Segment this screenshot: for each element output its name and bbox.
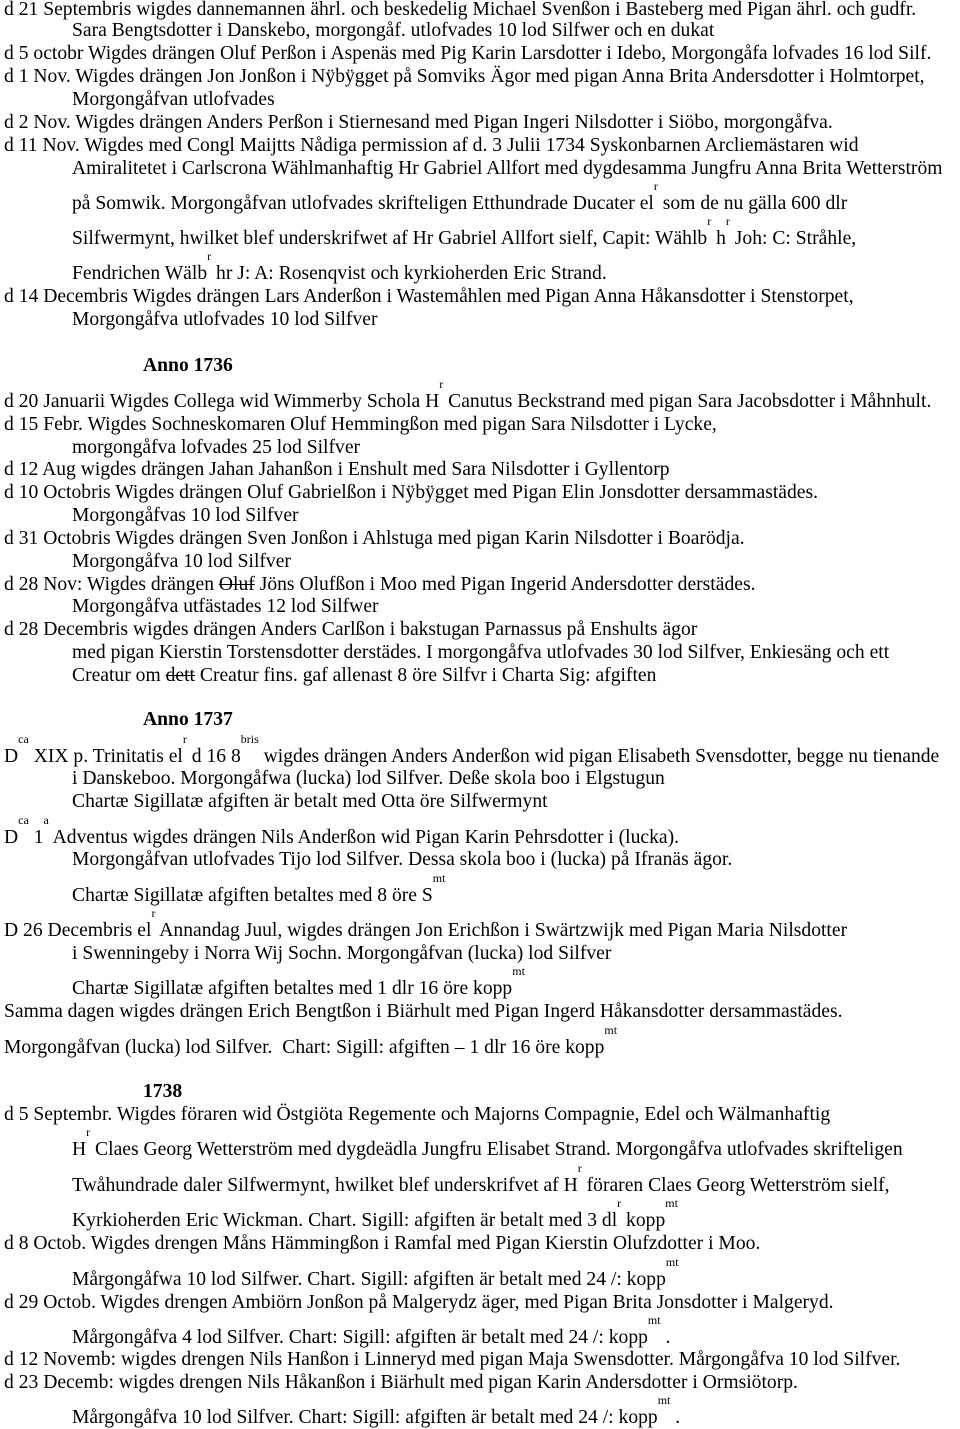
register-line: Morgongåfvan utlofvades bbox=[72, 89, 275, 110]
register-line bbox=[72, 1161, 890, 1197]
line-text: d 28 Nov: Wigdes drängen bbox=[4, 574, 219, 595]
register-line: d 31 Octobris Wigdes drängen Sven Jonßon i Ahlstuga med pigan Karin Nilsdotter i Boarödja. bbox=[4, 528, 745, 549]
line-text: h bbox=[711, 228, 726, 249]
line-text: d 16 8 bbox=[186, 746, 241, 767]
line-text: Adventus wigdes drängen Nils Anderßon wid Pigan Karin Pehrsdotter i (lucka). bbox=[48, 827, 680, 848]
year-heading: 1738 bbox=[143, 1081, 183, 1102]
register-line: d 15 Febr. Wigdes Sochneskomaren Oluf Hemmingßon med pigan Sara Nilsdotter i Lycke, bbox=[4, 414, 717, 435]
register-line bbox=[72, 249, 607, 285]
line-text: Creatur fins. gaf allenast 8 öre Silfvr i Charta Sig: afgiften bbox=[194, 665, 657, 686]
superscript-abbreviation: ca bbox=[18, 813, 29, 827]
register-line: d 5 Septembr. Wigdes föraren wid Östgiöta Regemente och Majorns Compagnie, Edel och Wälmanhaftig bbox=[4, 1104, 831, 1125]
register-line bbox=[72, 1393, 681, 1429]
struck-text: Oluf bbox=[218, 574, 255, 595]
register-line: d 28 Decembris wigdes drängen Anders Carlßon i bakstugan Parnassus på Enshults ägor bbox=[4, 619, 698, 640]
superscript-abbreviation: r bbox=[182, 732, 187, 746]
line-text: Mårgongåfva 4 lod Silfver. Chart: Sigill: afgiften är betalt med 24 /: kopp bbox=[72, 1327, 648, 1348]
line-text: Fendrichen Wälb bbox=[72, 263, 208, 284]
register-line bbox=[4, 575, 755, 595]
superscript-abbreviation: r bbox=[617, 1196, 622, 1210]
register-line: d 8 Octob. Wigdes drengen Måns Hämmingßon i Ramfal med Pigan Kierstin Olufzdotter i Moo. bbox=[4, 1233, 761, 1254]
register-line: Morgongåfvan utlofvades Tijo lod Silfver. Dessa skola boo i (lucka) på Ifranäs ägor. bbox=[72, 849, 733, 870]
register-line: d 14 Decembris Wigdes drängen Lars Anderßon i Wastemåhlen med Pigan Anna Håkansdotter i Stenstorpet, bbox=[4, 286, 854, 307]
line-text: Canutus Beckstrand med pigan Sara Jacobsdotter i Måhnhult. bbox=[443, 391, 932, 412]
register-line bbox=[72, 214, 857, 250]
line-text: Claes Georg Wetterström med dygdeädla Jungfru Elisabet Strand. Morgongåfva utlofvades skrifteligen bbox=[90, 1139, 903, 1160]
line-text: föraren Claes Georg Wetterström sielf, bbox=[581, 1175, 890, 1196]
superscript-abbreviation: ca bbox=[18, 732, 29, 746]
line-text: Joh: C: Stråhle, bbox=[729, 228, 857, 249]
superscript-abbreviation: r bbox=[207, 249, 212, 263]
register-line: Sara Bengtsdotter i Danskebo, morgongåf. utlofvades 10 lod Silfwer och en dukat bbox=[72, 20, 715, 41]
line-text: som de nu gälla 600 dlr bbox=[657, 193, 848, 214]
register-line bbox=[4, 906, 848, 942]
register-line: Morgongåfvas 10 lod Silfver bbox=[72, 505, 299, 526]
line-text: hr J: A: Rosenqvist och kyrkioherden Eric Strand. bbox=[211, 263, 607, 284]
register-line bbox=[72, 1313, 671, 1349]
superscript-abbreviation: mt bbox=[604, 1023, 618, 1037]
line-text: Kyrkioherden Eric Wickman. Chart. Sigill: afgiften är betalt med 3 dl bbox=[72, 1210, 618, 1231]
superscript-abbreviation: r bbox=[653, 179, 658, 193]
register-line bbox=[4, 813, 680, 849]
register-line bbox=[72, 666, 656, 686]
superscript-abbreviation: mt bbox=[512, 964, 525, 978]
register-line bbox=[4, 732, 940, 768]
line-text: Jöns Olufßon i Moo med Pigan Ingerid Andersdotter derstädes. bbox=[254, 574, 756, 595]
register-line: d 12 Aug wigdes drängen Jahan Jahanßon i Enshult med Sara Nilsdotter i Gyllentorp bbox=[4, 459, 670, 480]
line-text: Mårgongåfva 10 lod Silfver. Chart: Sigill: afgiften är betalt med 24 /: kopp bbox=[72, 1407, 658, 1428]
struck-text: dett bbox=[165, 665, 195, 686]
line-text: Creatur om bbox=[72, 665, 166, 686]
superscript-abbreviation: r bbox=[707, 214, 712, 228]
superscript-abbreviation: mt bbox=[647, 1313, 661, 1327]
line-text: Chartæ Sigillatæ afgiften betaltes med 1 dlr 16 öre kopp bbox=[72, 978, 513, 999]
register-line bbox=[72, 1196, 678, 1232]
line-text: . bbox=[670, 1407, 681, 1428]
year-heading: Anno 1737 bbox=[143, 709, 233, 730]
register-line: Chartæ Sigillatæ afgiften är betalt med Otta öre Silfwermynt bbox=[72, 791, 548, 812]
register-line: d 12 Novemb: wigdes drengen Nils Hanßon i Linneryd med pigan Maja Swensdotter. Mårgongåfva 10 lod Silfver. bbox=[4, 1349, 901, 1370]
register-line: d 29 Octob. Wigdes drengen Ambiörn Jonßon på Malgerydz äger, med Pigan Brita Jonsdotter i Malgeryd. bbox=[4, 1292, 834, 1313]
register-line: med pigan Kierstin Torstensdotter derstädes. I morgongåfva utlofvades 30 lod Silfver, Enkiesäng och ett bbox=[72, 642, 890, 663]
register-line: d 5 octobr Wigdes drängen Oluf Perßon i Aspenäs med Pig Karin Larsdotter i Idebo, Morgongåfa lofvades 16 lod Silf. bbox=[4, 43, 932, 64]
register-line: Morgongåfva utfästades 12 lod Silfwer bbox=[72, 596, 379, 617]
register-line bbox=[72, 179, 848, 215]
register-line: d 2 Nov. Wigdes drängen Anders Perßon i Stiernesand med Pigan Ingeri Nilsdotter i Siöbo, morgongåfva. bbox=[4, 112, 833, 133]
line-text: Mårgongåfwa 10 lod Silfwer. Chart. Sigill: afgiften är betalt med 24 /: kopp bbox=[72, 1269, 666, 1290]
register-line: d 1 Nov. Wigdes drängen Jon Jonßon i Nÿbÿgget på Somviks Ägor med pigan Anna Brita Andersdotter i Holmtorpet, bbox=[4, 66, 925, 87]
register-line bbox=[72, 1125, 903, 1161]
register-line: Morgongåfva 10 lod Silfver bbox=[72, 551, 291, 572]
register-line: morgongåfva lofvades 25 lod Silfver bbox=[72, 437, 361, 458]
superscript-abbreviation: r bbox=[151, 906, 156, 920]
superscript-abbreviation: mt bbox=[432, 871, 446, 885]
line-text: 1 bbox=[28, 827, 44, 848]
line-text: Twåhundrade daler Silfwermynt, hwilket blef underskrifvet af H bbox=[72, 1175, 578, 1196]
line-text: D bbox=[4, 746, 19, 767]
superscript-abbreviation: mt bbox=[657, 1393, 671, 1407]
superscript-abbreviation: a bbox=[43, 813, 49, 827]
line-text: Morgongåfvan (lucka) lod Silfver. Chart: Sigill: afgiften – 1 dlr 16 öre kopp bbox=[4, 1037, 605, 1058]
register-line: d 23 Decemb: wigdes drengen Nils Håkanßon i Biärhult med pigan Karin Andersdotter i Ormsiötorp. bbox=[4, 1372, 798, 1393]
line-text: på Somwik. Morgongåfvan utlofvades skrifteligen Etthundrade Ducater el bbox=[72, 193, 654, 214]
register-line: Morgongåfva utlofvades 10 lod Silfver bbox=[72, 309, 378, 330]
line-text: . bbox=[660, 1327, 671, 1348]
register-line: d 21 Septembris wigdes dannemannen ährl. och beskedelig Michael Svenßon i Basteberg med Pigan ährl. och gudfr. bbox=[4, 0, 917, 20]
line-text: d 20 Januarii Wigdes Collega wid Wimmerby Schola H bbox=[4, 391, 440, 412]
superscript-abbreviation: r bbox=[86, 1125, 91, 1139]
line-text: H bbox=[72, 1139, 87, 1160]
register-line bbox=[72, 1255, 679, 1291]
superscript-abbreviation: r bbox=[725, 214, 730, 228]
superscript-abbreviation: r bbox=[577, 1161, 582, 1175]
line-text: Chartæ Sigillatæ afgiften betaltes med 8 öre S bbox=[72, 885, 433, 906]
register-line: d 11 Nov. Wigdes med Congl Maijtts Nådiga permission af d. 3 Julii 1734 Syskonbarnen Arcliemästaren wid bbox=[4, 135, 859, 156]
register-line bbox=[4, 1023, 618, 1059]
line-text: XIX p. Trinitatis el bbox=[28, 746, 183, 767]
superscript-abbreviation: r bbox=[439, 377, 444, 391]
register-line: d 10 Octobris Wigdes drängen Oluf Gabrielßon i Nÿbÿgget med Pigan Elin Jonsdotter dersammastädes. bbox=[4, 482, 819, 503]
register-line: Samma dagen wigdes drängen Erich Bengtßon i Biärhult med Pigan Ingerd Håkansdotter dersammastädes. bbox=[4, 1001, 843, 1022]
superscript-abbreviation: mt bbox=[665, 1255, 679, 1269]
register-line bbox=[4, 377, 932, 413]
year-heading: Anno 1736 bbox=[143, 355, 233, 376]
register-line: i Danskeboo. Morgongåfwa (lucka) lod Silfver. Deße skola boo i Elgstugun bbox=[72, 768, 665, 789]
register-line: i Swenningeby i Norra Wij Sochn. Morgongåfvan (lucka) lod Silfver bbox=[72, 943, 612, 964]
register-line bbox=[72, 871, 446, 907]
line-text: D bbox=[4, 827, 19, 848]
line-text: Silfwermynt, hwilket blef underskrifwet af Hr Gabriel Allfort sielf, Capit: Wählb bbox=[72, 228, 708, 249]
superscript-abbreviation: bris bbox=[240, 732, 259, 746]
line-text: Annandag Juul, wigdes drängen Jon Erichßon i Swärtzwijk med Pigan Maria Nilsdotter bbox=[155, 920, 848, 941]
superscript-abbreviation: mt bbox=[665, 1196, 678, 1210]
line-text: wigdes drängen Anders Anderßon wid pigan Elisabeth Svensdotter, begge nu tienande bbox=[258, 746, 940, 767]
register-line: Amiralitetet i Carlscrona Wählmanhaftig Hr Gabriel Allfort med dygdesamma Jungfru Anna Brita Wetterström bbox=[72, 158, 943, 179]
line-text: kopp bbox=[621, 1210, 666, 1231]
line-text: D 26 Decembris el bbox=[4, 920, 152, 941]
register-line bbox=[72, 964, 525, 1000]
